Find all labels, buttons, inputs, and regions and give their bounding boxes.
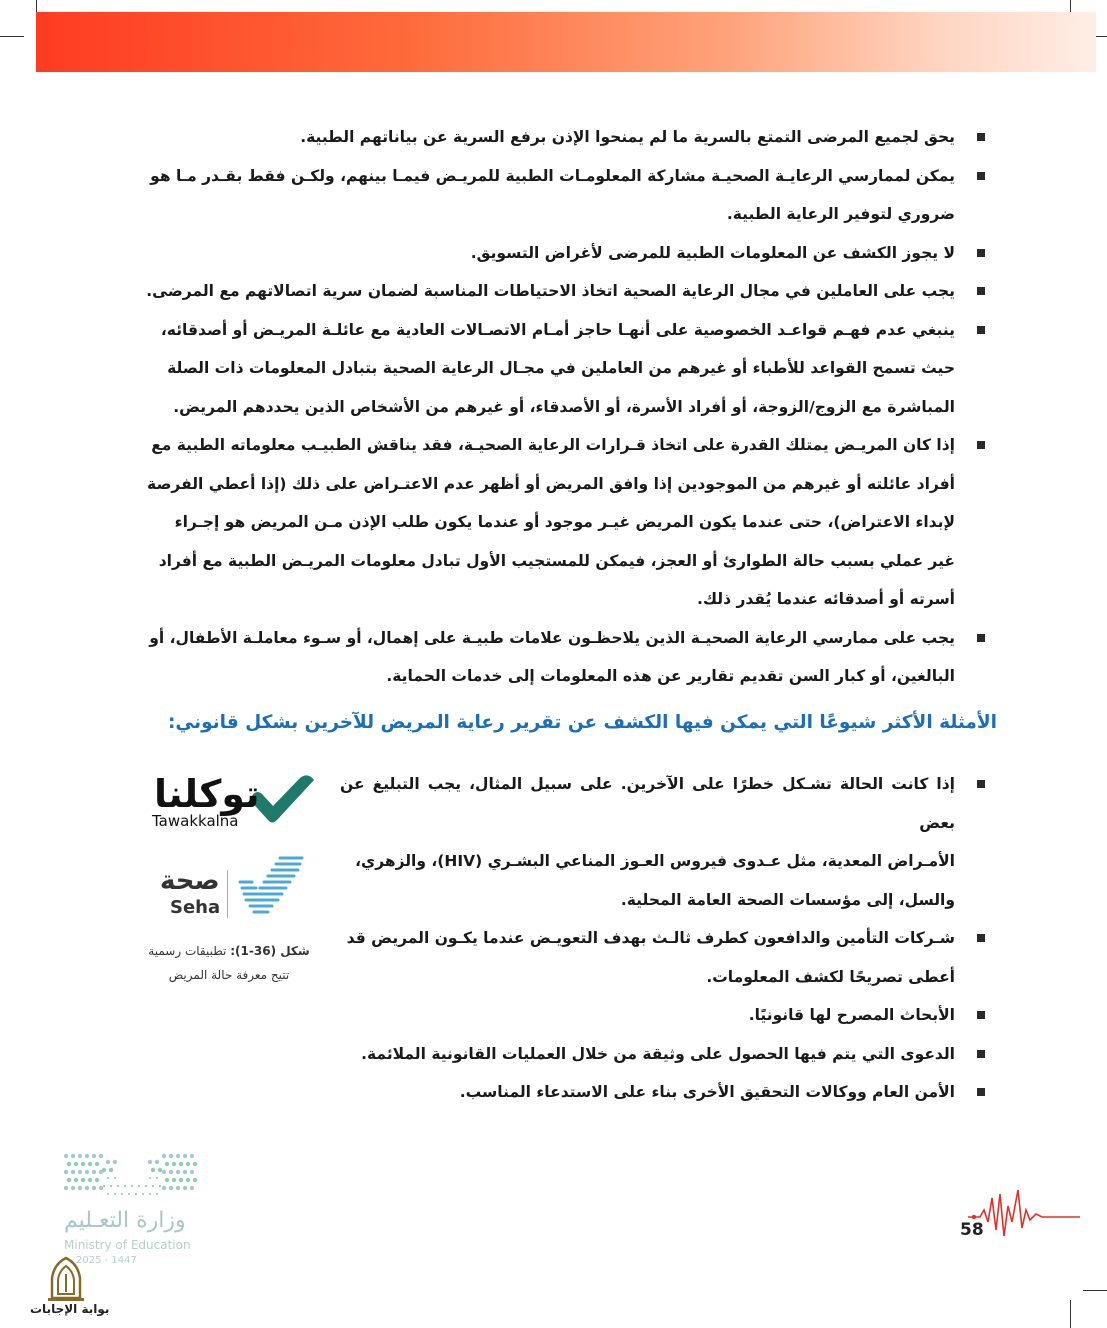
bullet-square-icon [977, 172, 985, 180]
moe-dot [124, 1185, 126, 1187]
moe-dot [190, 1170, 194, 1174]
moe-dot [149, 1193, 151, 1195]
bullet-square-icon [977, 634, 985, 642]
disclosure-line: الدعوى التي يتم فيها الحصول على وثيقة من خلال العمليات القانونية الملائمة. [361, 1044, 955, 1063]
moe-dot [117, 1185, 119, 1187]
bullet-square-icon [977, 249, 985, 257]
moe-dot [99, 1154, 103, 1158]
moe-dot [176, 1186, 180, 1190]
moe-dot [92, 1154, 96, 1158]
header-band [36, 12, 1096, 72]
bullet-line: حيث تسمح القواعد للأطباء أو غيرهم من العاملين في مجـال الرعاية الصحية بتبادل المعلومات ذات الصلة [167, 359, 955, 377]
moe-dot [67, 1178, 71, 1182]
bullet-line: يجب على ممارسي الرعاية الصحيـة الذين يلاحظـون علامات طبيـة على إهمال، أو سـوء معاملـة الأطفال، أو [149, 628, 955, 647]
moe-dot [88, 1162, 92, 1166]
moe-dot [183, 1186, 187, 1190]
moe-dot [92, 1170, 96, 1174]
bullet-line: ينبغي عدم فهـم قواعـد الخصوصية على أنهـا حاجز أمـام الاتصـالات العادية مع عائلـة المريـض أو أصدقائه، [160, 320, 955, 339]
moe-dot [106, 1160, 110, 1164]
moe-dot [172, 1178, 176, 1182]
figure-label: شكل (36-1): [230, 944, 310, 958]
moe-dot [162, 1170, 166, 1174]
seha-wordmark: صحة [160, 866, 220, 896]
moe-dot [156, 1177, 158, 1179]
portal-name: بوابة الإجابات [30, 1302, 110, 1316]
moe-dot [109, 1168, 113, 1172]
bullet-line: إذا كان المريـض يمتلك القدرة على اتخاذ قـرارات الرعاية الصحيـة، فقد يناقش الطبيـب معلوماته الطبية مع [151, 436, 955, 454]
bullet-item [140, 234, 955, 273]
moe-dot [138, 1185, 140, 1187]
moe-dot [162, 1186, 166, 1190]
bullet-item [140, 118, 955, 157]
bullet-square-icon [977, 1088, 985, 1096]
bullet-line: لإبداء الاعتراض)، حتى عندما يكون المريض غيـر موجود أو عندما يكون طلب الإذن مـن المريض هو إجـراء [174, 513, 955, 531]
moe-dot [64, 1170, 68, 1174]
section-title: الأمثلة الأكثر شيوعًا التي يمكن فيها الكشف عن تقرير رعاية المريض للآخرين بشكل قانوني: [168, 712, 997, 733]
moe-dot [158, 1168, 162, 1172]
moe-dot [92, 1186, 96, 1190]
disclosure-line: والسل، إلى مؤسسات الصحة العامة المحلية. [620, 890, 955, 909]
moe-dot [155, 1160, 159, 1164]
moe-dot [186, 1178, 190, 1182]
moe-dot [183, 1154, 187, 1158]
moe-dot [148, 1160, 152, 1164]
moe-years: 2025 - 1447 [76, 1255, 137, 1266]
moe-dot [64, 1154, 68, 1158]
moe-dot [190, 1186, 194, 1190]
moe-dot [159, 1185, 161, 1187]
bullet-line: يجب على العاملين في مجال الرعاية الصحية اتخاذ الاحتياطات المناسبة لضمان سرية اتصالاتهم مع المرضى. [146, 282, 955, 300]
disclosure-line: الأمـراض المعدية، مثل عـدوى فيروس العـوز المناعي البشـري (HIV)، والزهري، [355, 852, 955, 870]
disclosure-item [340, 919, 955, 996]
moe-name-english: Ministry of Education [64, 1238, 191, 1252]
moe-dot [71, 1154, 75, 1158]
moe-dot [128, 1193, 130, 1195]
bullet-line: ضروري لتوفير الرعاية الطبية. [726, 205, 955, 223]
moe-dot [85, 1170, 89, 1174]
moe-dot [162, 1154, 166, 1158]
bullet-list-bottom [340, 765, 955, 1112]
figure-caption-line1: تطبيقات رسمية [148, 944, 227, 958]
moe-dot [114, 1177, 116, 1179]
disclosure-line: الأمن العام ووكالات التحقيق الأخرى بناء على الاستدعاء المناسب. [459, 1083, 955, 1101]
bullet-line: البالغين، أو كبار السن تقديم تقارير عن هذه المعلومات إلى خدمات الحماية. [386, 667, 955, 685]
moe-dot [110, 1185, 112, 1187]
moe-dot [99, 1186, 103, 1190]
disclosure-line: أعطى تصريحًا لكشف المعلومات. [706, 967, 955, 986]
moe-dot [193, 1178, 197, 1182]
portal-logo-icon [44, 1256, 88, 1302]
moe-dot [74, 1178, 78, 1182]
bullet-line: أسرته أو أصدقائه عندما يُقدر ذلك. [696, 590, 955, 608]
bullet-square-icon [977, 133, 985, 141]
bullet-item [140, 272, 955, 311]
moe-dot [107, 1177, 109, 1179]
moe-dot [190, 1154, 194, 1158]
bullet-square-icon [977, 780, 985, 788]
moe-dot [78, 1186, 82, 1190]
figure-caption-line2: تتيح معرفة حالة المريض [168, 968, 290, 982]
moe-dot [183, 1170, 187, 1174]
seha-logo-icon [236, 855, 306, 917]
page-number: 58 [960, 1220, 984, 1240]
crop-mark [1083, 1290, 1107, 1291]
moe-dot [78, 1154, 82, 1158]
bullet-square-icon [977, 934, 985, 942]
moe-dot [165, 1178, 169, 1182]
moe-dot [172, 1162, 176, 1166]
moe-dot [169, 1186, 173, 1190]
bullet-line: يحق لجميع المرضى التمتع بالسرية ما لم يمنحوا الإذن برفع السرية عن بياناتهم الطبية. [300, 128, 955, 146]
moe-dot [149, 1177, 151, 1179]
bullet-item [140, 311, 955, 427]
moe-dot [64, 1186, 68, 1190]
crop-mark [1070, 1300, 1071, 1328]
bullet-square-icon [977, 287, 985, 295]
moe-dot [74, 1162, 78, 1166]
disclosure-item [340, 996, 955, 1035]
disclosure-line: شـركات التأمين والدافعون كطرف ثالـث بهدف التعويـض عندما يكـون المريض قد [346, 929, 955, 947]
disclosure-line: الأبحاث المصرح لها قانونيًا. [748, 1006, 955, 1024]
moe-dot [151, 1168, 155, 1172]
seha-divider [227, 870, 228, 918]
moe-dot [131, 1185, 133, 1187]
bullet-item [140, 619, 955, 696]
moe-dot [81, 1178, 85, 1182]
moe-dot [78, 1170, 82, 1174]
bullet-item [140, 426, 955, 619]
bullet-square-icon [977, 1050, 985, 1058]
bullet-square-icon [977, 326, 985, 334]
disclosure-item [340, 1035, 955, 1074]
moe-dot [193, 1162, 197, 1166]
tawakkalna-label: Tawakkalna [152, 812, 239, 830]
moe-dot [103, 1185, 105, 1187]
moe-dot [176, 1154, 180, 1158]
bullet-square-icon [977, 441, 985, 449]
bullet-line: لا يجوز الكشف عن المعلومات الطبية للمرضى لأغراض التسويق. [470, 243, 955, 262]
bullet-line: يمكن لممارسي الرعايـة الصحيـة مشاركة المعلومـات الطبية للمريـض فيمـا بينهم، ولكـن فقط بقـدر مـا هو [150, 166, 955, 185]
tawakkalna-wordmark: توكلنا [154, 772, 260, 816]
disclosure-line: إذا كانت الحالة تشـكل خطرًا على الآخرين. على سبيل المثال، يجب التبليغ عن بعض [340, 775, 955, 832]
moe-dot [179, 1178, 183, 1182]
moe-dot [176, 1170, 180, 1174]
moe-name-arabic: وزارة التعـليم [64, 1208, 186, 1233]
bullet-line: المباشرة مع الزوج/الزوجة، أو أفراد الأسرة، أو الأصدقاء، أو غيرهم من الأشخاص الذين يحددهم المريض. [173, 397, 955, 416]
moe-dot [95, 1162, 99, 1166]
moe-dot [145, 1185, 147, 1187]
moe-dot [71, 1186, 75, 1190]
moe-logo-icon [64, 1152, 200, 1200]
moe-dot [95, 1178, 99, 1182]
bullet-list-top [140, 118, 955, 696]
bullet-item [140, 157, 955, 234]
moe-dot [121, 1193, 123, 1195]
moe-dot [179, 1162, 183, 1166]
crop-mark [0, 36, 24, 37]
figure-caption [140, 939, 318, 987]
disclosure-item [340, 765, 955, 919]
moe-dot [67, 1162, 71, 1166]
disclosure-item [340, 1073, 955, 1112]
seha-label: Seha [170, 897, 221, 918]
moe-dot [99, 1170, 103, 1174]
moe-dot [165, 1162, 169, 1166]
moe-dot [156, 1193, 158, 1195]
moe-dot [85, 1186, 89, 1190]
bullet-square-icon [977, 1011, 985, 1019]
moe-dot [81, 1162, 85, 1166]
moe-dot [71, 1170, 75, 1174]
moe-dot [113, 1160, 117, 1164]
moe-dot [152, 1185, 154, 1187]
moe-dot [88, 1178, 92, 1182]
bullet-line: أفراد عائلته أو غيرهم من الموجودين إذا وافق المريض أو أظهر عدم الاعتـراض على ذلك (إذا أعطي الفرصة [147, 474, 955, 493]
moe-dot [142, 1193, 144, 1195]
moe-dot [135, 1193, 137, 1195]
moe-dot [169, 1170, 173, 1174]
moe-dot [186, 1162, 190, 1166]
moe-dot [107, 1193, 109, 1195]
bullet-line: غير عملي بسبب حالة الطوارئ أو العجز، فيمكن للمستجيب الأول تبادل معلومات المريـض الطبية مع أفراد [158, 551, 955, 570]
moe-dot [114, 1193, 116, 1195]
moe-dot [85, 1154, 89, 1158]
moe-dot [169, 1154, 173, 1158]
